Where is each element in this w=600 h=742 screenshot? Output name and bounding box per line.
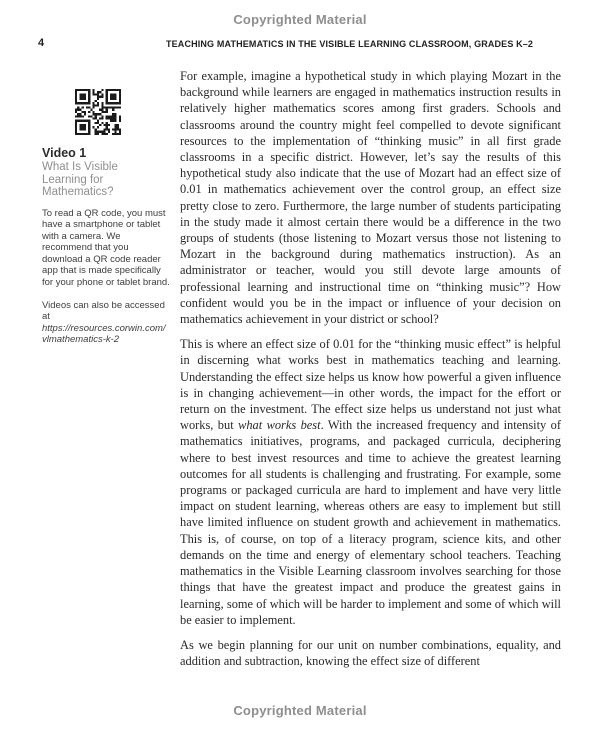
videos-url: https://resources.corwin.com/vlmathematics-k-2 xyxy=(42,322,166,346)
video-title: What Is Visible Learning for Mathematics? xyxy=(42,161,118,198)
paragraph-1: For example, imagine a hypothetical study in which playing Mozart in the background while learners are engaged in mathematics instruction results in relatively higher mathematics scores among first graders. Schools and classrooms around the country might feel compelled to devote significant resources to the implementation of “thinking music” in all first grade classrooms in a specific district. However, let’s say the results of this hypothetical study also indicate that the use of Mozart had an effect size of 0.01 in mathematics achievement over the control group, an effect size pretty close to zero. Furthermore, the large number of students participating in the study made it almost certain there would be a difference in the two groups of students (those listening to Mozart versus those not listening to Mozart in the background during mathematics instruction). As an administrator or teacher, would you still devote large amounts of professional learning and instructional time on “thinking music”? How confident would you be in the impact or influence of your decision on mathematics achievement in your district or school? xyxy=(180,69,561,327)
page-number: 4 xyxy=(38,37,45,49)
copyright-watermark-top: Copyrighted Material xyxy=(233,12,367,27)
paragraph-2 xyxy=(180,336,561,628)
paragraph-3: As we begin planning for our unit on number combinations, equality, and addition and subtraction, knowing the effect size of different xyxy=(180,637,561,669)
paragraph-2-before: This is where an effect size of 0.01 for the “thinking music effect” is helpful in discerning what works best in mathematics teaching and learning. Understanding the effect size helps us know how powerful a given influence is in changing achievement—in other words, the impact for the effort or return on the investment. The effect size helps us understand not just what works, but xyxy=(180,337,561,433)
video-label: Video 1 xyxy=(42,146,87,160)
qr-code-icon xyxy=(75,89,121,135)
paragraph-2-italic-phrase: what works best xyxy=(238,418,321,433)
sidebar xyxy=(42,89,170,346)
copyright-watermark-bottom: Copyrighted Material xyxy=(233,703,367,718)
running-head: TEACHING MATHEMATICS IN THE VISIBLE LEARNING CLASSROOM, GRADES K–2 xyxy=(166,39,534,49)
qr-instructions: To read a QR code, you must have a smartphone or tablet with a camera. We recommend that you download a QR code reader app that is made specifically for your phone or tablet brand. xyxy=(42,207,170,289)
videos-access-note xyxy=(42,300,170,346)
main-text-column xyxy=(180,68,561,678)
paragraph-2-after: . With the increased frequency and intensity of mathematics initiatives, programs, and packaged curricula, deciphering where to best invest resources and time to achieve the greatest learning outcomes for all students is challenging and frustrating. For example, some programs or packaged curricula are hard to implement and have very little impact on student learning, whereas others are easy to implement but still have limited influence on student growth and achievement in mathematics. This is, of course, on top of a literacy program, science kits, and other demands on the time and energy of elementary school teachers. Teaching mathematics in the Visible Learning classroom involves searching for those things that have the greatest impact and produce the greatest gains in learning, some of which will be harder to implement and some of which will be easier to implement. xyxy=(180,418,561,627)
videos-note-text: Videos can also be accessed at xyxy=(42,299,165,323)
